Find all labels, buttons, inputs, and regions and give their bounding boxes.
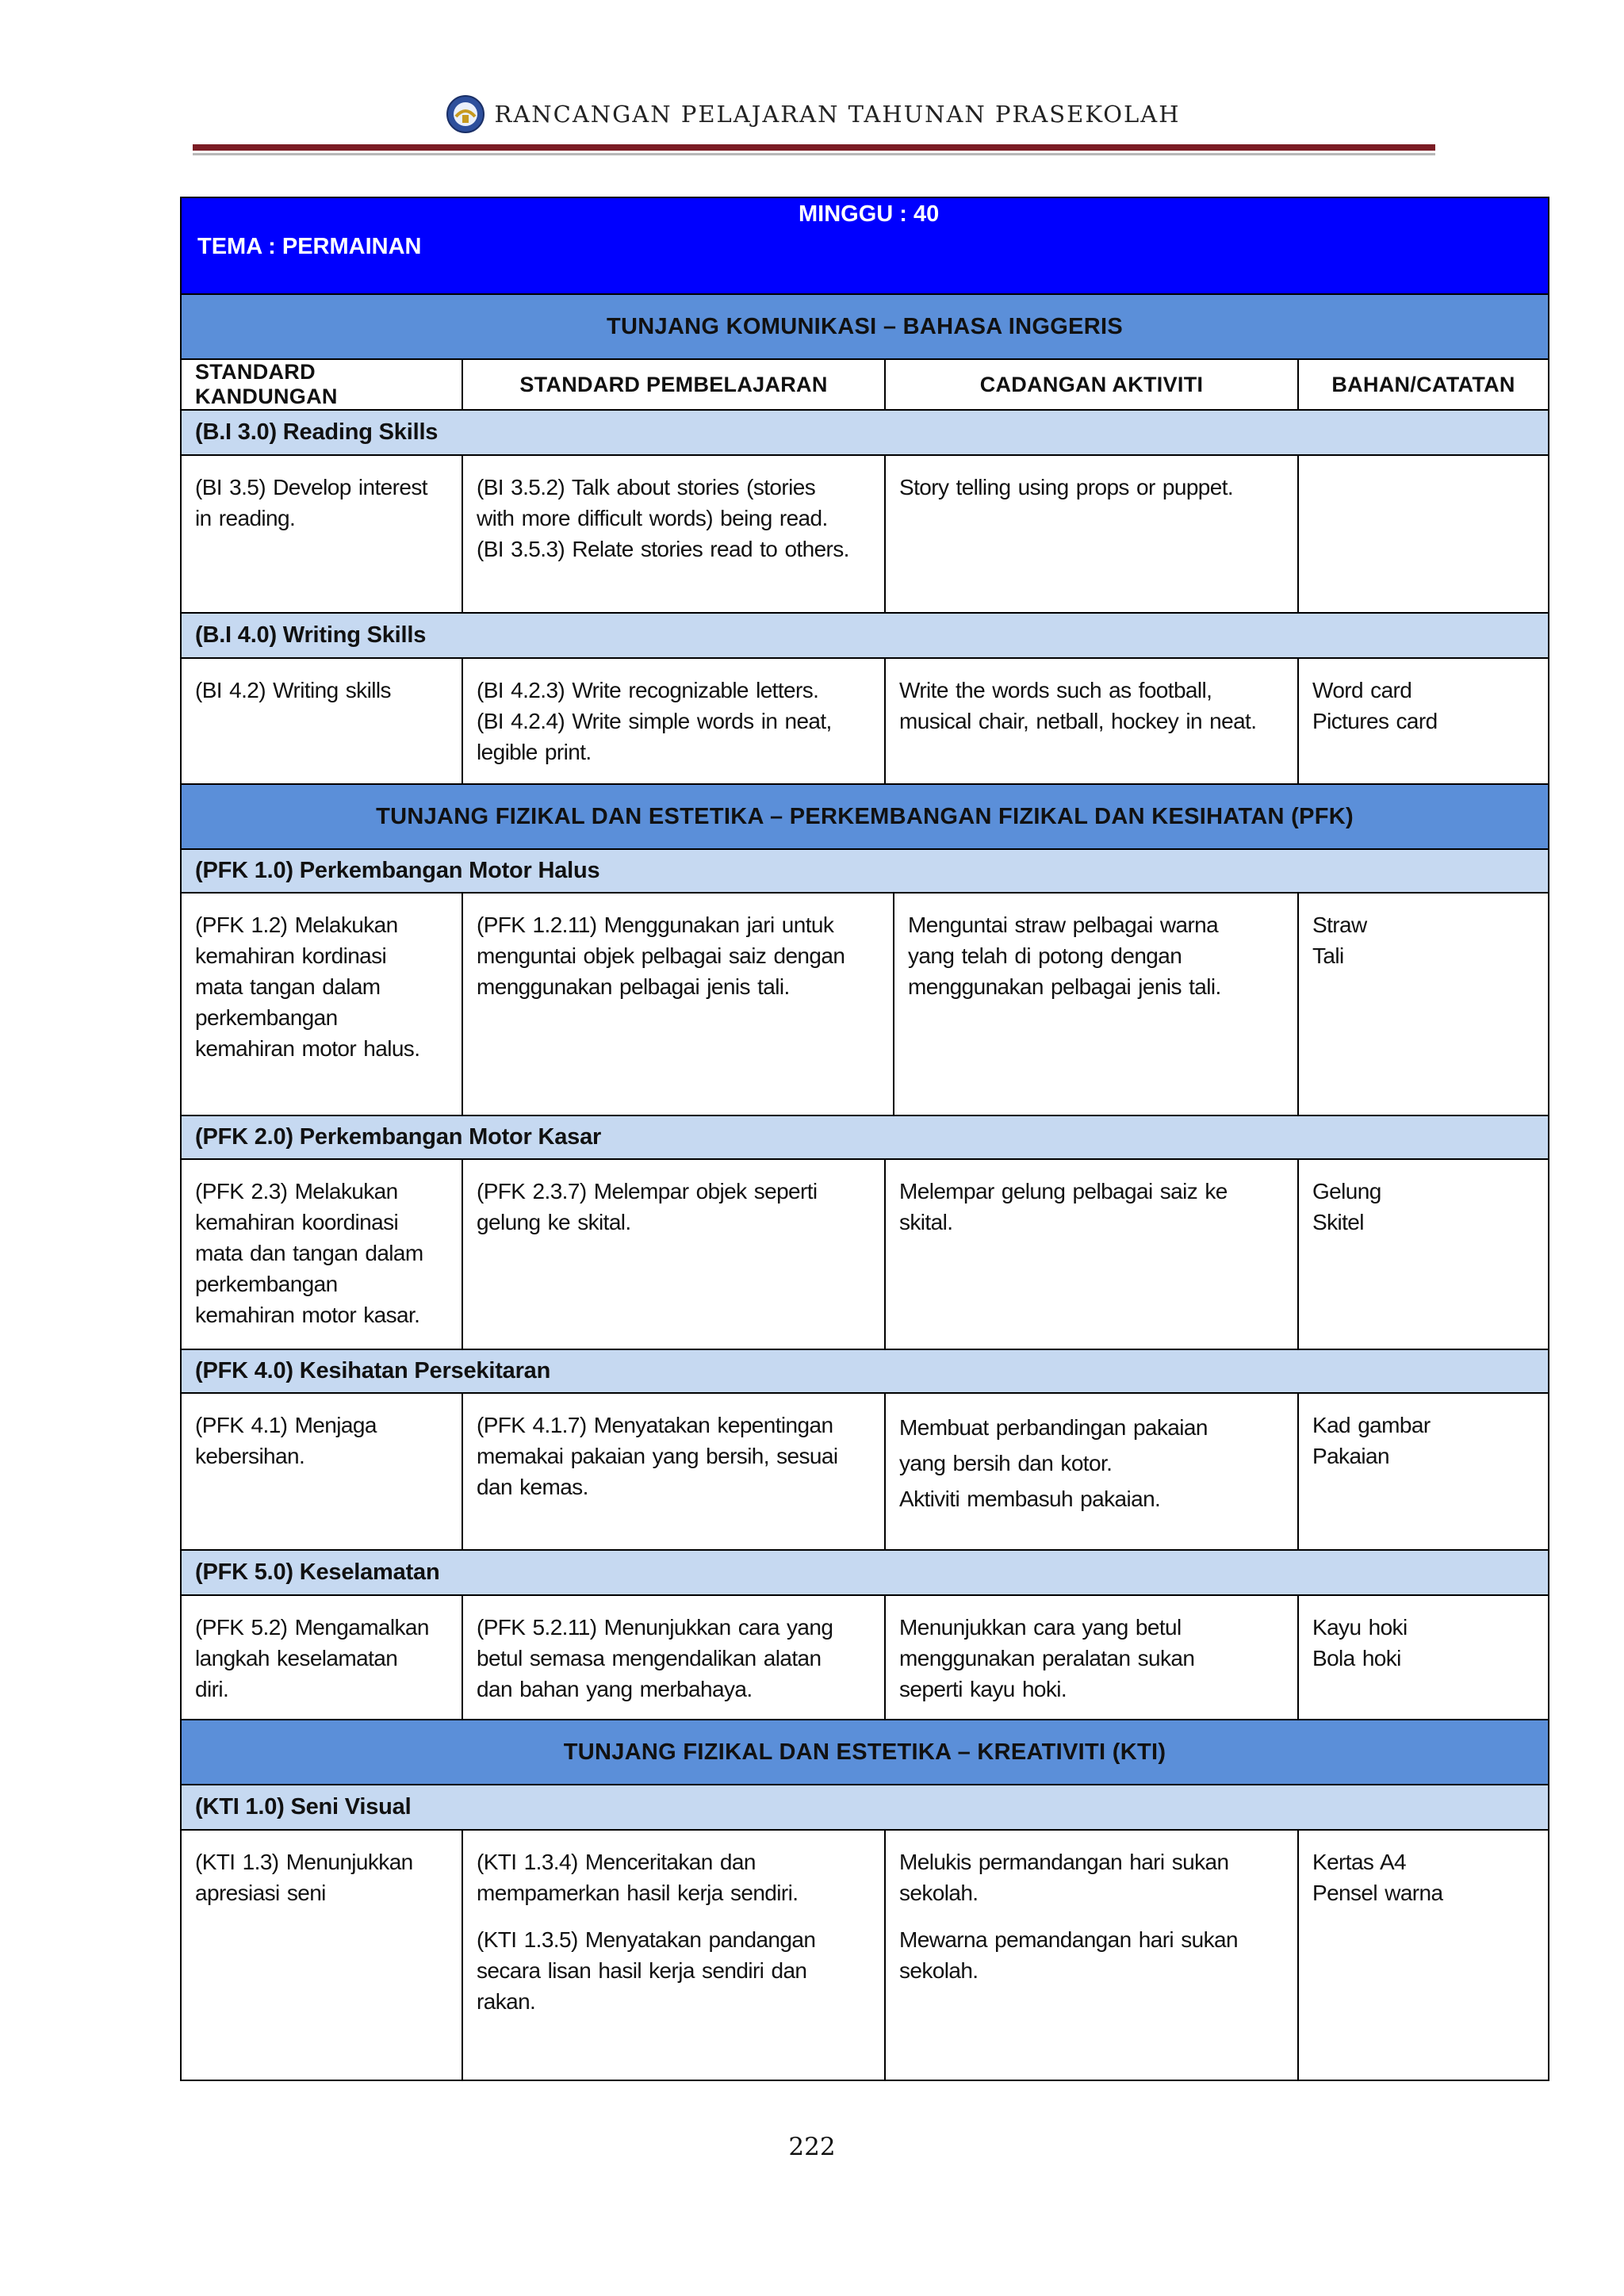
kandungan-cell: (BI 4.2) Writing skills — [181, 658, 462, 784]
bahan-cell: Kertas A4 Pensel warna — [1298, 1830, 1549, 2080]
kandungan-cell: (BI 3.5) Develop interest in reading. — [181, 455, 462, 613]
pembelajaran-cell: (PFK 5.2.11) Menunjukkan cara yang betul semasa mengendalikan alatan dan bahan yang merbahaya. — [462, 1595, 885, 1720]
kpm-logo-icon — [445, 94, 486, 135]
bahan-cell: Kad gambar Pakaian — [1298, 1393, 1549, 1550]
section-title: (PFK 5.0) Keselamatan — [181, 1550, 1549, 1595]
bahan-cell: Word card Pictures card — [1298, 658, 1549, 784]
band-bahasa-inggeris: TUNJANG KOMUNIKASI – BAHASA INGGERIS — [181, 294, 1549, 359]
column-header: CADANGAN AKTIVITI — [885, 359, 1298, 410]
minggu-label: MINGGU : 40 — [799, 201, 940, 227]
lesson-plan-table — [180, 197, 1549, 2081]
column-header: STANDARD KANDUNGAN — [181, 359, 462, 410]
kandungan-cell: (KTI 1.3) Menunjukkan apresiasi seni — [181, 1830, 462, 2080]
page-number: 222 — [788, 2133, 836, 2161]
header-title: RANCANGAN PELAJARAN TAHUNAN PRASEKOLAH — [494, 101, 1181, 128]
pembelajaran-cell: (BI 4.2.3) Write recognizable letters. (BI 4.2.4) Write simple words in neat, legible print. — [462, 658, 885, 784]
band-pfk: TUNJANG FIZIKAL DAN ESTETIKA – PERKEMBANGAN FIZIKAL DAN KESIHATAN (PFK) — [181, 784, 1549, 849]
column-header: STANDARD PEMBELAJARAN — [462, 359, 885, 410]
bahan-cell — [1298, 455, 1549, 613]
header-rule-thin — [193, 153, 1435, 155]
section-title: (B.I 3.0) Reading Skills — [181, 410, 1549, 455]
kandungan-cell: (PFK 4.1) Menjaga kebersihan. — [181, 1393, 462, 1550]
aktiviti-cell: Story telling using props or puppet. — [885, 455, 1298, 613]
section-title: (PFK 2.0) Perkembangan Motor Kasar — [181, 1115, 1549, 1159]
aktiviti-cell: Melempar gelung pelbagai saiz ke skital. — [885, 1159, 1298, 1349]
pembelajaran-cell: (PFK 2.3.7) Melempar objek seperti gelung ke skital. — [462, 1159, 885, 1349]
bahan-cell: Straw Tali — [1298, 893, 1549, 1115]
tema-header — [181, 197, 1549, 294]
aktiviti-cell: Melukis permandangan hari sukan sekolah. Mewarna pemandangan hari sukan sekolah. — [885, 1830, 1298, 2080]
section-title: (KTI 1.0) Seni Visual — [181, 1785, 1549, 1830]
header-rule — [193, 144, 1435, 151]
bahan-cell: Kayu hoki Bola hoki — [1298, 1595, 1549, 1720]
page-header — [190, 94, 1435, 139]
aktiviti-cell: Write the words such as football, musical chair, netball, hockey in neat. — [885, 658, 1298, 784]
bahan-cell: Gelung Skitel — [1298, 1159, 1549, 1349]
band-kti: TUNJANG FIZIKAL DAN ESTETIKA – KREATIVITI (KTI) — [181, 1720, 1549, 1785]
kandungan-cell: (PFK 5.2) Mengamalkan langkah keselamatan diri. — [181, 1595, 462, 1720]
aktiviti-cell: Menunjukkan cara yang betul menggunakan peralatan sukan seperti kayu hoki. — [885, 1595, 1298, 1720]
column-header: BAHAN/CATATAN — [1298, 359, 1549, 410]
section-title: (PFK 1.0) Perkembangan Motor Halus — [181, 849, 1549, 893]
section-title: (B.I 4.0) Writing Skills — [181, 613, 1549, 658]
section-title: (PFK 4.0) Kesihatan Persekitaran — [181, 1349, 1549, 1393]
aktiviti-cell: Menguntai straw pelbagai warna yang telah di potong dengan menggunakan pelbagai jenis tali. — [894, 893, 1298, 1115]
kandungan-cell: (PFK 2.3) Melakukan kemahiran koordinasi mata dan tangan dalam perkembangan kemahiran motor kasar. — [181, 1159, 462, 1349]
pembelajaran-cell: (PFK 1.2.11) Menggunakan jari untuk menguntai objek pelbagai saiz dengan menggunakan pelbagai jenis tali. — [462, 893, 894, 1115]
pembelajaran-cell: (PFK 4.1.7) Menyatakan kepentingan memakai pakaian yang bersih, sesuai dan kemas. — [462, 1393, 885, 1550]
pembelajaran-cell: (KTI 1.3.4) Menceritakan dan mempamerkan hasil kerja sendiri. (KTI 1.3.5) Menyatakan pandangan secara lisan hasil kerja sendiri dan rakan. — [462, 1830, 885, 2080]
tema-label: TEMA : PERMAINAN — [197, 234, 422, 259]
aktiviti-cell: Membuat perbandingan pakaian yang bersih dan kotor. Aktiviti membasuh pakaian. — [885, 1393, 1298, 1550]
kandungan-cell: (PFK 1.2) Melakukan kemahiran kordinasi mata tangan dalam perkembangan kemahiran motor halus. — [181, 893, 462, 1115]
pembelajaran-cell: (BI 3.5.2) Talk about stories (stories with more difficult words) being read. (BI 3.5.3) Relate stories read to others. — [462, 455, 885, 613]
